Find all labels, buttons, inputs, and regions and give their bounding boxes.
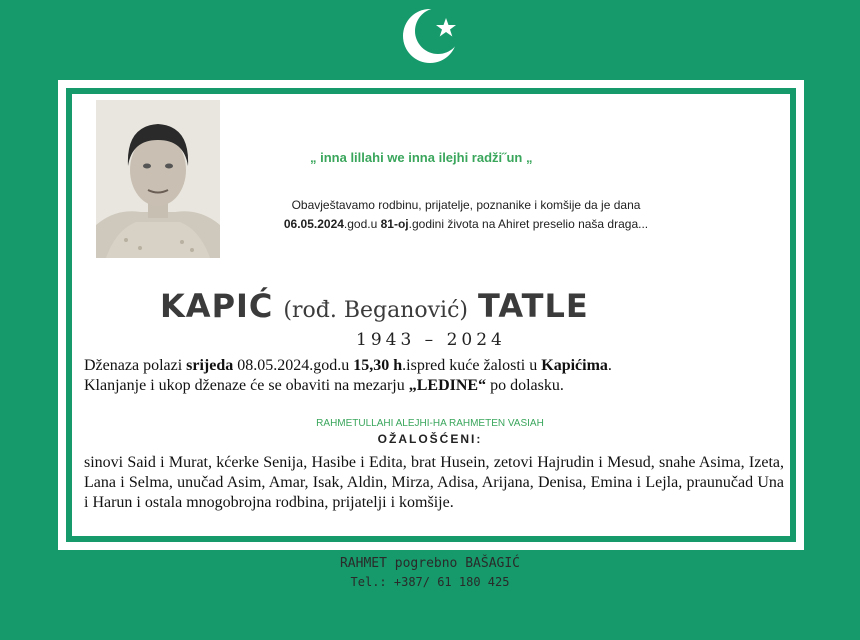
funeral-time: 15,30 h: [353, 357, 403, 374]
mourners-heading: OŽALOŠĆENI:: [377, 432, 483, 446]
cemetery-name: „LEDINE“: [408, 377, 487, 394]
quote-line: „ inna lillahi we inna ilejhi radži˝un „: [310, 150, 533, 165]
deceased-name: [160, 287, 589, 325]
crescent-star-icon: [400, 6, 460, 66]
intro-line1: Obavještavamo rodbinu, prijatelje, poznanike i komšije da je dana: [291, 198, 641, 212]
first-name: TATLE: [478, 287, 589, 325]
mourners-list: sinovi Said i Murat, kćerke Senija, Hasibe i Edita, brat Husein, zetovi Hajrudin i Mesud, snahe Asima, Izeta, Lana i Selma, unučad Asim, Amar, Isak, Aldin, Mirza, Adisa, Arijana, Denisa, Emina i Lejla, praunučad Una i Harun i ostala mnogobrojna rodbina, prijatelji i komšije.: [84, 454, 784, 511]
funeral-place: Kapićima: [541, 357, 608, 374]
life-years: 1943 – 2024: [356, 330, 506, 350]
funeral-info-line2: Klanjanje i ukop dženaze će se obaviti na mezarju „LEDINE“ po dolasku.: [84, 377, 564, 394]
rahmet-line: RAHMETULLAHI ALEJHI-HA RAHMETEN VASIAH: [316, 418, 544, 429]
funeral-day: srijeda: [186, 357, 234, 374]
age: 81-oj: [380, 217, 409, 231]
maiden-name: (rođ. Beganović): [283, 298, 468, 323]
intro-line2: 06.05.2024.god.u 81-oj.godini života na Ahiret preselio naša draga...: [283, 217, 649, 231]
funeral-home-phone: Tel.: +387/ 61 180 425: [350, 575, 510, 589]
death-date: 06.05.2024: [283, 217, 344, 231]
announcement-intro: [236, 196, 696, 234]
funeral-info-line1: Dženaza polazi srijeda 08.05.2024.god.u 15,30 h.ispred kuće žalosti u Kapićima.: [84, 357, 612, 374]
deceased-photo: [96, 100, 220, 258]
surname: KAPIĆ: [160, 287, 274, 325]
funeral-home: RAHMET pogrebno BAŠAGIĆ: [339, 556, 520, 571]
